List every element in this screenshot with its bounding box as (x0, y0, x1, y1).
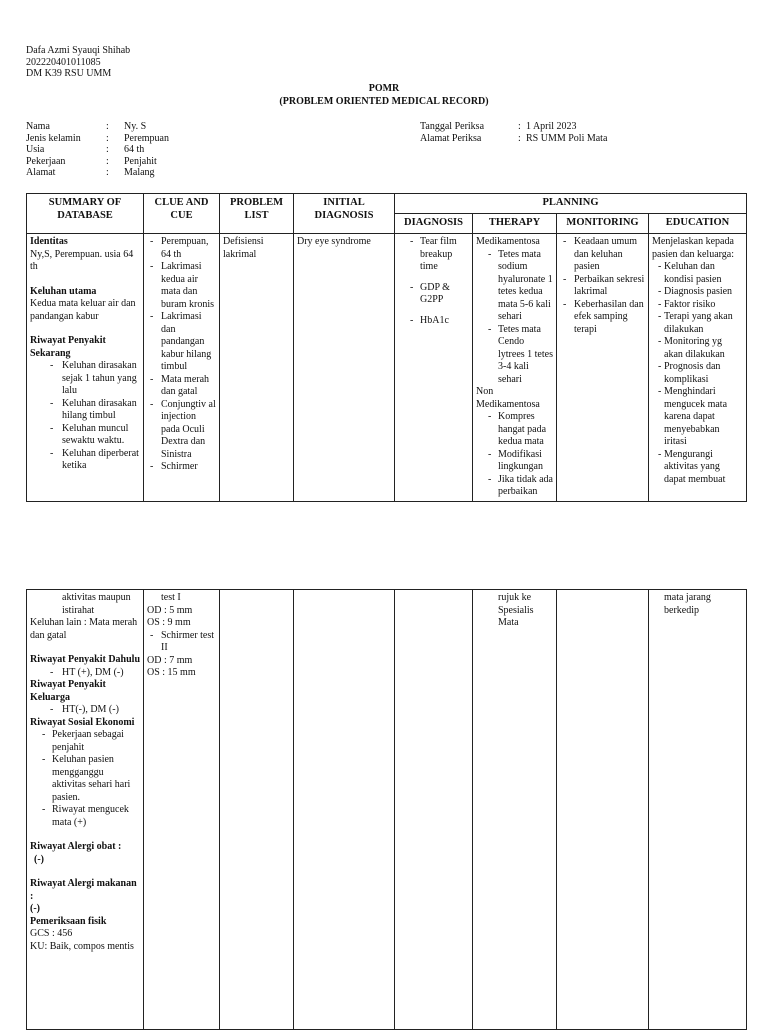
header-therapy: THERAPY (473, 214, 557, 234)
alergi-makanan-value: (-) (30, 903, 40, 914)
clue-item: - Mata merah dan gatal (147, 374, 216, 399)
rpd-item: - HT (+), DM (-) (30, 667, 140, 680)
header-planning: PLANNING (395, 194, 747, 214)
monitoring-item: - Perbaikan sekresi lakrimal (560, 274, 645, 299)
therapy-cont-cell (473, 590, 557, 1030)
title-main: POMR (368, 83, 400, 94)
clue-cont-cell (144, 590, 220, 1030)
monitoring-cell (557, 234, 649, 502)
patient-row-age: Usia : 64 th (26, 144, 145, 155)
education-item: - Keluhan dan kondisi pasien (652, 261, 743, 286)
header-diagnosis: DIAGNOSIS (395, 214, 473, 234)
diagnosis-item: - Tear film breakup time (398, 236, 469, 274)
initial-cont-cell (294, 590, 395, 1030)
rps-item: - Keluhan dirasakan sejak 1 tahun yang lalu (30, 360, 140, 398)
diagnosis-item: - HbA1c (398, 315, 469, 328)
rps-title: Riwayat Penyakit Sekarang (30, 335, 106, 359)
monitoring-cont-cell (557, 590, 649, 1030)
author-unit: DM K39 RSU UMM (26, 68, 112, 79)
alergi-obat-title: Riwayat Alergi obat : (30, 841, 122, 852)
document-title (0, 83, 768, 108)
exam-row-date: Tanggal Periksa : 1 April 2023 (420, 121, 577, 132)
identitas-text: Ny,S, Perempuan. usia 64 th (30, 248, 134, 272)
rpk-item: - HT(-), DM (-) (30, 704, 140, 717)
education-item: - Monitoring yg akan dilakukan (652, 336, 743, 361)
rps-item: - Keluhan dirasakan hilang timbul (30, 398, 140, 423)
gcs-text: GCS : 456 (30, 928, 73, 939)
education-cell (649, 234, 747, 502)
author-id: 202220401011085 (26, 56, 101, 68)
education-cont-cell (649, 590, 747, 1030)
education-item: - Terapi yang akan dilakukan (652, 311, 743, 336)
rps-item: - Keluhan muncul sewaktu waktu. (30, 423, 140, 448)
problem-text: Defisiensi lakrimal (223, 236, 264, 260)
header-initial: INITIAL DIAGNOSIS (294, 194, 395, 234)
patient-row-address: Alamat : Malang (26, 167, 155, 178)
patient-info (26, 121, 169, 179)
therapy-nonmed-title: Non Medikamentosa (476, 386, 540, 410)
therapy-cell (473, 234, 557, 502)
header-summary: SUMMARY OF DATABASE (27, 194, 144, 234)
therapy-cont-text: rujuk ke Spesialis Mata (498, 592, 534, 628)
rpk-title: Riwayat Penyakit Keluarga (30, 679, 106, 703)
problem-cell (220, 234, 294, 502)
clue-od2: OD : 7 mm (147, 654, 193, 666)
author-name: Dafa Azmi Syauqi Shihab (26, 45, 131, 56)
clue-item: - Lakrimasi kedua air mata dan buram kronis (147, 261, 216, 311)
pemeriksaan-fisik-title: Pemeriksaan fisik (30, 915, 107, 927)
clue-item: - Conjungtiv al injection pada Oculi Dextra dan Sinistra (147, 399, 216, 462)
identitas-title: Identitas (30, 236, 68, 247)
education-item: - Prognosis dan komplikasi (652, 361, 743, 386)
clue-item: - Schirmer (147, 461, 216, 474)
initial-cell (294, 234, 395, 502)
alergi-obat-value: (-) (34, 853, 44, 865)
education-item: - Menghindari mengucek mata karena dapat menyebabkan iritasi (652, 386, 743, 449)
diagnosis-cell (395, 234, 473, 502)
rse-item: - Keluhan pasien mengganggu aktivitas sehari hari pasien. (30, 754, 140, 804)
header-education: EDUCATION (649, 214, 747, 234)
rpd-title: Riwayat Penyakit Dahulu (30, 654, 140, 665)
education-item: - Faktor risiko (652, 299, 743, 312)
clue-item: - Lakrimasi dan pandangan kabur hilang timbul (147, 311, 216, 374)
header-monitoring: MONITORING (557, 214, 649, 234)
clue-od1: OD : 5 mm (147, 604, 193, 616)
ku-text: KU: Baik, compos mentis (30, 940, 134, 952)
patient-row-job: Pekerjaan : Penjahit (26, 155, 157, 167)
exam-info (420, 121, 607, 144)
patient-row-gender: Jenis kelamin : Perempuan (26, 132, 169, 144)
patient-row-name: Nama : Ny. S (26, 121, 147, 132)
rse-item: - Riwayat mengucek mata (+) (30, 804, 140, 829)
keluhan-lain: Keluhan lain : Mata merah dan gatal (30, 617, 138, 641)
initial-text: Dry eye syndrome (297, 236, 371, 247)
diagnosis-cont-cell (395, 590, 473, 1030)
monitoring-item: - Keberhasilan dan efek samping terapi (560, 299, 645, 337)
problem-cont-cell (220, 590, 294, 1030)
clue-cell (144, 234, 220, 502)
exam-row-place: Alamat Periksa : RS UMM Poli Mata (420, 132, 608, 144)
therapy-med-title: Medikamentosa (476, 236, 540, 247)
education-cont-text: mata jarang berkedip (664, 592, 711, 616)
clue-os2: OS : 15 mm (147, 667, 196, 678)
clue-item: - Perempuan, 64 th (147, 236, 216, 261)
clue-schirmer2: - Schirmer test II (147, 630, 216, 655)
summary-cont-cell (27, 590, 144, 1030)
therapy-med-item: - Tetes mata sodium hyaluronate 1 tetes kedua mata 5-6 kali sehari (476, 249, 553, 324)
pomr-table-page-2 (26, 589, 747, 1030)
keluhan-utama-text: Kedua mata keluar air dan pandangan kabur (30, 298, 136, 322)
rps-item: - Keluhan diperberat ketika (30, 448, 140, 473)
summary-cell (27, 234, 144, 502)
keluhan-utama-title: Keluhan utama (30, 285, 97, 297)
education-intro: Menjelaskan kepada pasien dan keluarga: (652, 236, 735, 260)
monitoring-item: - Keadaan umum dan keluhan pasien (560, 236, 645, 274)
header-problem: PROBLEM LIST (220, 194, 294, 234)
rse-title: Riwayat Sosial Ekonomi (30, 716, 135, 728)
diagnosis-item: - GDP & G2PP (398, 282, 469, 307)
therapy-nonmed-item: - Modifikasi lingkungan (476, 449, 553, 474)
therapy-nonmed-item: - Kompres hangat pada kedua mata (476, 411, 553, 449)
author-block (26, 45, 130, 80)
alergi-makanan-title: Riwayat Alergi makanan : (30, 878, 137, 902)
header-clue: CLUE AND CUE (144, 194, 220, 234)
title-sub: (PROBLEM ORIENTED MEDICAL RECORD) (279, 95, 489, 107)
clue-os1: OS : 9 mm (147, 617, 191, 628)
rse-item: - Pekerjaan sebagai penjahit (30, 729, 140, 754)
education-item: - Mengurangi aktivitas yang dapat membuat (652, 449, 743, 487)
summary-cont-text: aktivitas maupun istirahat (62, 592, 131, 616)
clue-cont-text: test I (161, 592, 181, 603)
pomr-table-page-1 (26, 193, 747, 502)
education-item: - Diagnosis pasien (652, 286, 743, 299)
therapy-med-item: - Tetes mata Cendo lytrees 1 tetes 3-4 kali sehari (476, 324, 553, 387)
therapy-nonmed-item: - Jika tidak ada perbaikan (476, 474, 553, 499)
